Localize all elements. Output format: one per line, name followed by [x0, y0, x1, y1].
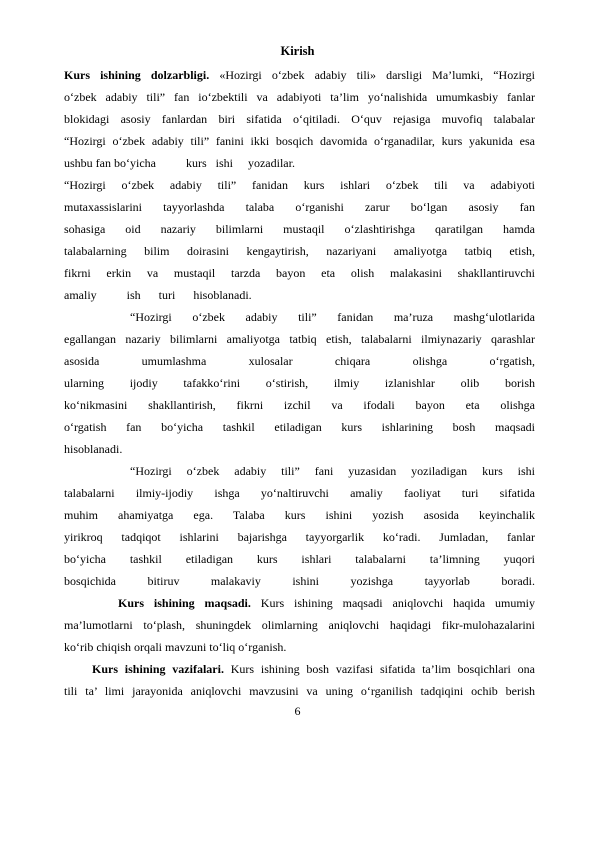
paragraph-3-line-4: ularning ijodiy tafakko‘rini o‘stirish, ilmiy izlanishlar olib borish — [64, 376, 535, 390]
paragraph-2-line-4: talabalarning bilim doirasini kengaytirish, nazariyani amaliyotga tatbiq etish, — [64, 244, 535, 258]
paragraph-1-line-4: “Hozirgi o‘zbek adabiy tili” fanini ikki bosqich davomida o‘rganadilar, kurs yakunida esa — [64, 134, 535, 148]
paragraph-1-line-3: blokidagi asosiy fanlardan biri sifatida o‘qitiladi. O‘quv rejasiga muvofiq talabalar — [64, 112, 535, 126]
paragraph-2-line-2: mutaxassislarini tayyorlashda talaba o‘rganishi zarur bo‘lgan asosiy fan — [64, 200, 535, 214]
paragraph-5-line-3: ko‘rib chiqish orqali mavzuni to‘liq o‘rganish. — [64, 640, 287, 654]
paragraph-5-line-2: ma’lumotlarni to‘plash, shuningdek olimlarning aniqlovchi haqidagi fikr-mulohazalarini — [64, 618, 535, 632]
paragraph-5-line-1 — [118, 595, 535, 611]
paragraph-2-line-5: fikrni erkin va mustaqil tarzda bayon eta olish malakasini shakllantiruvchi — [64, 266, 535, 280]
paragraph-4-line-1: “Hozirgi o‘zbek adabiy tili” fani yuzasidan yoziladigan kurs ishi — [130, 464, 535, 478]
paragraph-1-line-2: o‘zbek adabiy tili” fan io‘zbektili va adabiyoti ta’lim yo‘nalishida umumkasbiy fanlar — [64, 90, 535, 104]
paragraph-3-line-5: ko‘nikmasini shakllantirish, fikrni izchil va ifodali bayon eta olishga — [64, 398, 535, 412]
paragraph-5-text: Kurs ishining maqsadi aniqlovchi haqida umumiy — [260, 596, 536, 610]
paragraph-4-line-5: bo‘yicha tashkil etiladigan kurs ishlari talabalarni ta’limning yuqori — [64, 552, 535, 566]
paragraph-2-line-1: “Hozirgi o‘zbek adabiy tili” fanidan kurs ishlari o‘zbek tili va adabiyoti — [64, 178, 535, 192]
paragraph-4-line-6: bosqichida bitiruv malakaviy ishini yozishga tayyorlab boradi. — [64, 574, 535, 588]
paragraph-6-line-1 — [92, 661, 535, 677]
paragraph-1-line-1 — [64, 67, 535, 83]
paragraph-6-text: Kurs ishining bosh vazifasi sifatida ta’lim bosqichlari ona — [230, 662, 535, 676]
paragraph-3-line-1: “Hozirgi o‘zbek adabiy tili” fanidan ma’ruza mashg‘ulotlarida — [130, 310, 535, 324]
dolzarbligi-heading: Kurs ishining dolzarbligi. — [64, 68, 210, 82]
page-number: 6 — [294, 704, 301, 718]
paragraph-6-line-2: tili ta’ limi jarayonida aniqlovchi mavzusini va uning o‘rganilish tadqiqini ochib berish — [64, 684, 535, 698]
paragraph-3-line-7: hisoblanadi. — [64, 442, 123, 456]
paragraph-1-text: «Hozirgi o‘zbek adabiy tili» darsligi Ma’lumki, “Hozirgi — [219, 68, 535, 82]
maqsadi-heading: Kurs ishining maqsadi. — [118, 596, 251, 610]
paragraph-3-line-6: o‘rgatish fan bo‘yicha tashkil etiladigan kurs ishlarining bosh maqsadi — [64, 420, 535, 434]
paragraph-4-line-4: yirikroq tadqiqot ishlarini bajarishga tayyorgarlik ko‘radi. Jumladan, fanlar — [64, 530, 535, 544]
paragraph-3-line-3: asosida umumlashma xulosalar chiqara olishga o‘rgatish, — [64, 354, 535, 368]
paragraph-4-line-2: talabalarni ilmiy-ijodiy ishga yo‘naltiruvchi amaliy faoliyat turi sifatida — [64, 486, 535, 500]
vazifalari-heading: Kurs ishining vazifalari. — [92, 662, 224, 676]
paragraph-3-line-2: egallangan nazariy bilimlarni amaliyotga tatbiq etish, talabalarni ilmiynazariy qarashlar — [64, 332, 535, 346]
page-title: Kirish — [280, 44, 315, 58]
paragraph-4-line-3: muhim ahamiyatga ega. Talaba kurs ishini yozish asosida keyinchalik — [64, 508, 535, 522]
paragraph-2-line-3: sohasiga oid nazariy bilimlarni mustaqil o‘zlashtirishga qaratilgan hamda — [64, 222, 535, 236]
paragraph-1-line-5: ushbu fan bo‘yicha kurs ishi yozadilar. — [64, 156, 295, 170]
paragraph-2-line-6: amaliy ish turi hisoblanadi. — [64, 288, 252, 302]
